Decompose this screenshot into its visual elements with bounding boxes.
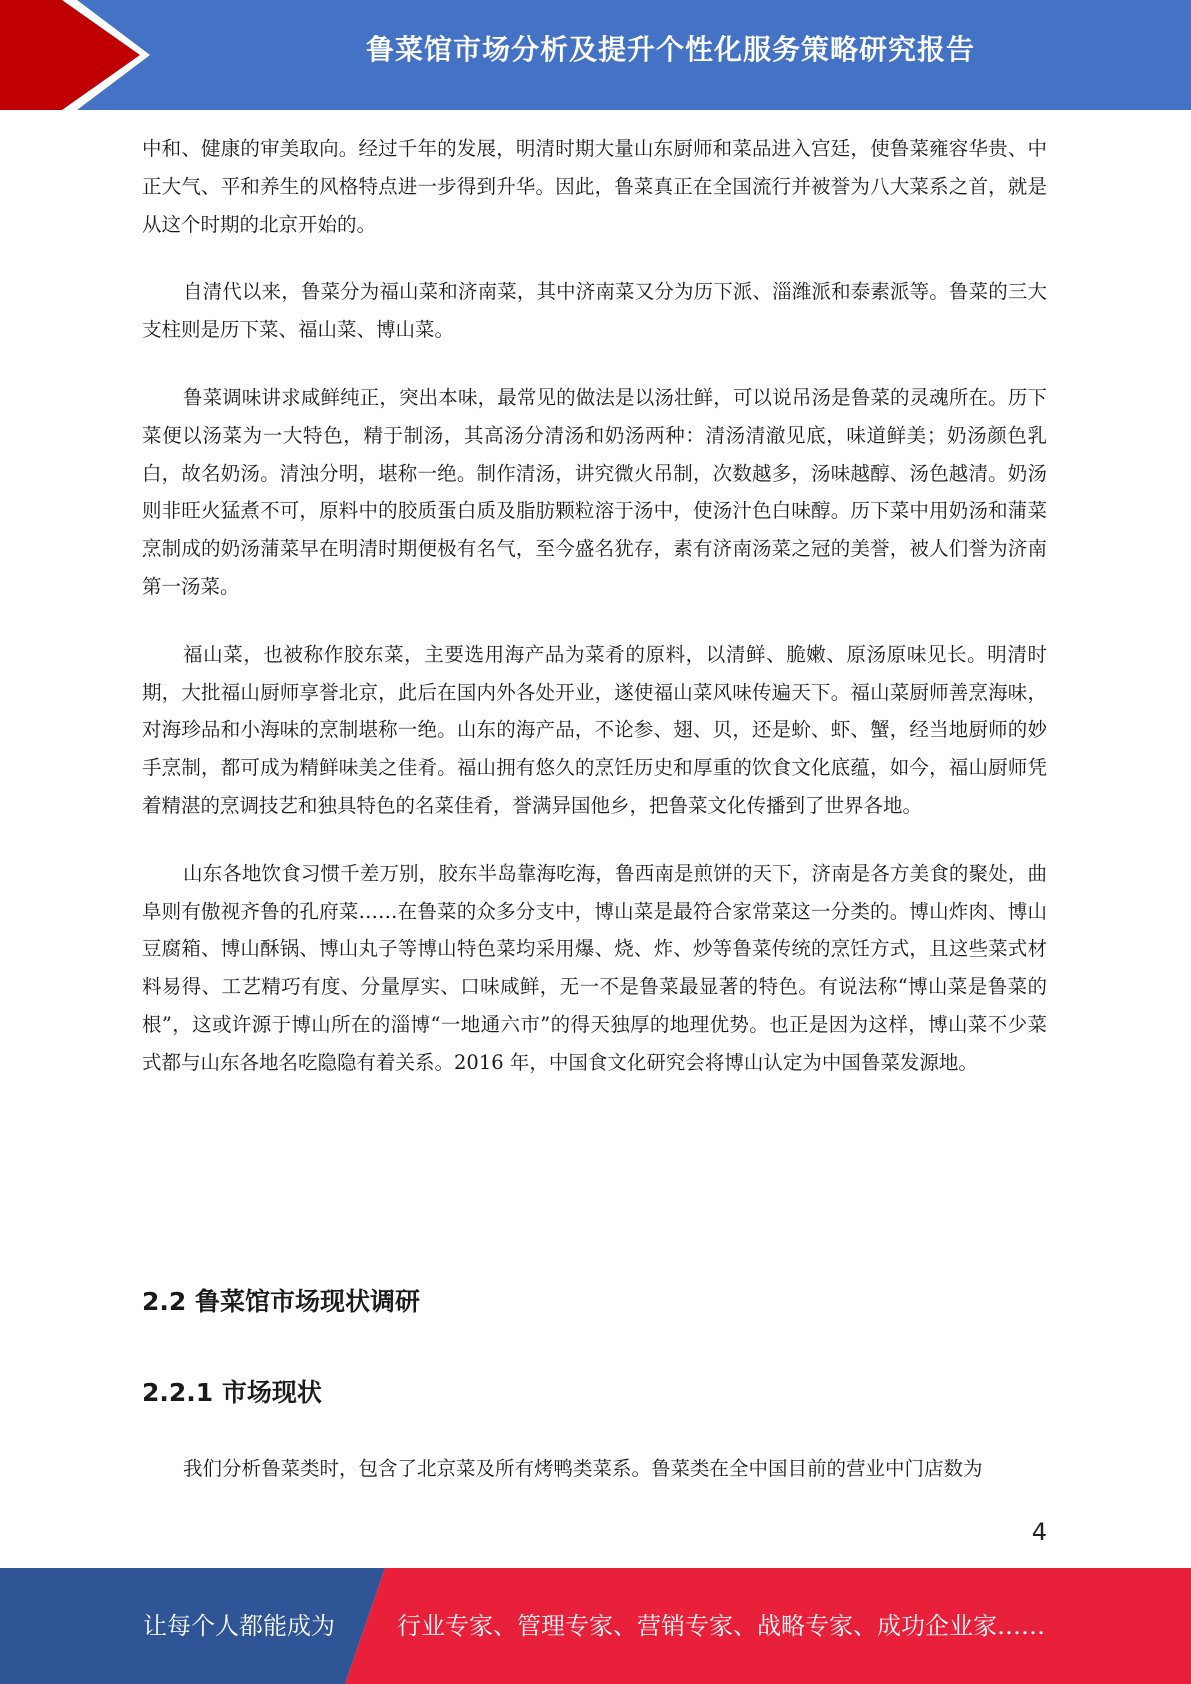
footer-banner [0, 1568, 1191, 1684]
section-heading: 2.2 鲁菜馆市场现状调研 [142, 1287, 420, 1316]
footer-slogan-right: 行业专家、管理专家、营销专家、战略专家、成功企业家…… [397, 1612, 1045, 1640]
paragraph-lu-cuisine-branches: 自清代以来，鲁菜分为福山菜和济南菜，其中济南菜又分为历下派、淄潍派和泰素派等。鲁菜的三大支柱则是历下菜、福山菜、博山菜。 [142, 280, 1047, 342]
header-banner [0, 0, 1191, 110]
page-number: 4 [1031, 1518, 1047, 1546]
footer-slogan-left: 让每个人都能成为 [143, 1612, 335, 1640]
document-body [142, 130, 1047, 1112]
paragraph-fushan-cuisine: 福山菜，也被称作胶东菜，主要选用海产品为菜肴的原料，以清鲜、脆嫩、原汤原味见长。明清时期，大批福山厨师享誉北京，此后在国内外各处开业，遂使福山菜风味传遍天下。福山菜厨师善烹海味，对海珍品和小海味的烹制堪称一绝。山东的海产品，不论参、翅、贝，还是蚧、虾、蟹，经当地厨师的妙手烹制，都可成为精鲜味美之佳肴。福山拥有悠久的烹饪历史和厚重的饮食文化底蕴，如今，福山厨师凭着精湛的烹调技艺和独具特色的名菜佳肴，誉满异国他乡，把鲁菜文化传播到了世界各地。 [142, 642, 1047, 817]
paragraph-boshan-cuisine: 山东各地饮食习惯千差万别，胶东半岛靠海吃海，鲁西南是煎饼的天下，济南是各方美食的聚处，曲阜则有傲视齐鲁的孔府菜……在鲁菜的众多分支中，博山菜是最符合家常菜这一分类的。博山炸肉、博山豆腐箱、博山酥锅、博山丸子等博山特色菜均采用爆、烧、炸、炒等鲁菜传统的烹饪方式，且这些菜式材料易得、工艺精巧有度、分量厚实、口味咸鲜，无一不是鲁菜最显著的特色。有说法称“博山菜是鲁菜的根”，这或许源于博山所在的淄博“一地通六市”的得天独厚的地理优势。也正是因为这样，博山菜不少菜式都与山东各地名吃隐隐有着关系。2016 年，中国食文化研究会将博山认定为中国鲁菜发源地。 [142, 861, 1047, 1074]
document-title: 鲁菜馆市场分析及提升个性化服务策略研究报告 [365, 33, 975, 66]
header-arrow-decoration [0, 0, 160, 110]
subsection-heading: 2.2.1 市场现状 [142, 1378, 322, 1407]
paragraph-lixia-cuisine: 鲁菜调味讲求咸鲜纯正，突出本味，最常见的做法是以汤壮鲜，可以说吊汤是鲁菜的灵魂所在。历下菜便以汤菜为一大特色，精于制汤，其高汤分清汤和奶汤两种：清汤清澈见底，味道鲜美；奶汤颜色乳白，故名奶汤。清浊分明，堪称一绝。制作清汤，讲究微火吊制，次数越多，汤味越醇、汤色越清。奶汤则非旺火猛煮不可，原料中的胶质蛋白质及脂肪颗粒溶于汤中，使汤汁色白味醇。历下菜中用奶汤和蒲菜烹制成的奶汤蒲菜早在明清时期便极有名气，至今盛名犹存，素有济南汤菜之冠的美誉，被人们誉为济南第一汤菜。 [142, 385, 1047, 598]
paragraph-market-status: 我们分析鲁菜类时，包含了北京菜及所有烤鸭类菜系。鲁菜类在全中国目前的营业中门店数为 [183, 1457, 983, 1480]
paragraph-continued: 中和、健康的审美取向。经过千年的发展，明清时期大量山东厨师和菜品进入宫廷，使鲁菜雍容华贵、中正大气、平和养生的风格特点进一步得到升华。因此，鲁菜真正在全国流行并被誉为八大菜系之首，就是从这个时期的北京开始的。 [142, 137, 1047, 236]
